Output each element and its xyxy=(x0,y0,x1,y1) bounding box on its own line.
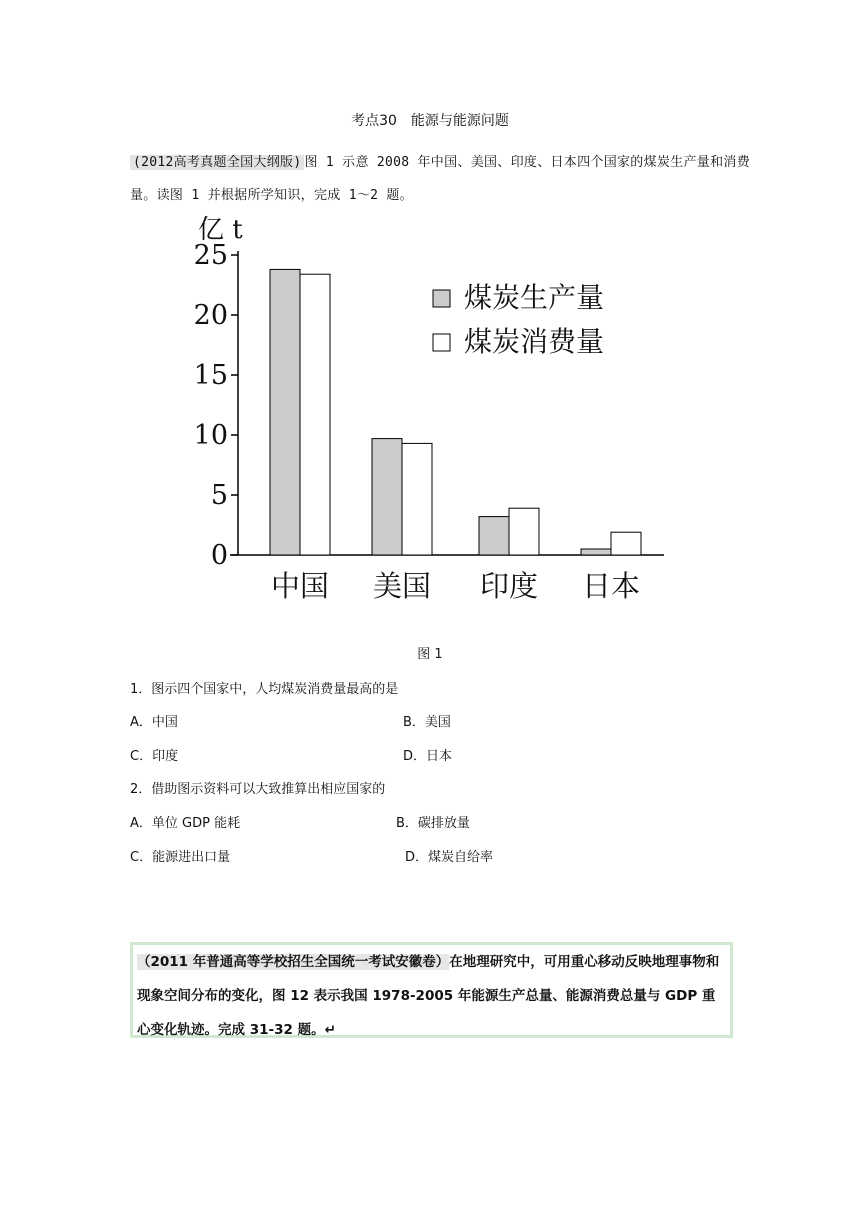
question-2-option-c[interactable]: C．能源进出口量 xyxy=(130,850,231,865)
question-1-option-d[interactable]: D．日本 xyxy=(403,749,453,764)
legend-swatch xyxy=(433,334,450,351)
next-section-source: （2011 年普通高等学校招生全国统一考试安徽卷） xyxy=(137,954,450,970)
question-2-stem: 2．借助图示资料可以大致推算出相应国家的 xyxy=(130,782,386,797)
y-tick-label: 15 xyxy=(193,360,228,391)
bar-production xyxy=(372,439,402,555)
y-tick-label: 0 xyxy=(210,540,228,571)
bar-production xyxy=(270,269,300,555)
bar-consumption xyxy=(611,532,641,555)
bar-consumption xyxy=(402,443,432,555)
y-tick-label: 5 xyxy=(210,480,228,511)
question-2-option-a[interactable]: A．单位 GDP 能耗 xyxy=(130,816,241,831)
figure-caption: 图 1 xyxy=(417,647,443,662)
question-1-stem: 1．图示四个国家中，人均煤炭消费量最高的是 xyxy=(130,682,399,697)
x-tick-label: 印度 xyxy=(479,569,539,603)
next-section-text: 在地理研究中，可用重心移动反映地理事物和现象空间分布的变化，图 12 表示我国 1978-2005 年能源生产总量、能源消费总量与 GDP 重心变化轨迹。完成 31-32 题。↵ xyxy=(137,954,720,1038)
y-tick-label: 20 xyxy=(193,300,228,331)
bar-consumption xyxy=(509,508,539,555)
y-tick-label: 10 xyxy=(193,420,228,451)
intro-paragraph xyxy=(130,146,750,212)
bar-production xyxy=(581,549,611,555)
legend-label: 煤炭消费量 xyxy=(464,325,605,358)
x-tick-label: 美国 xyxy=(372,569,432,603)
question-1-option-a[interactable]: A．中国 xyxy=(130,715,178,730)
question-1-option-c[interactable]: C．印度 xyxy=(130,749,179,764)
y-tick-label: 25 xyxy=(193,240,228,271)
page-title: 考点30 能源与能源问题 xyxy=(351,113,509,129)
legend-label: 煤炭生产量 xyxy=(464,281,605,314)
bar-production xyxy=(479,517,509,555)
question-2-option-d[interactable]: D．煤炭自给率 xyxy=(405,850,494,865)
coal-chart xyxy=(190,208,680,608)
next-section-box xyxy=(130,942,733,1038)
question-1-option-b[interactable]: B．美国 xyxy=(403,715,451,730)
y-axis-label: 亿 t xyxy=(198,215,243,245)
x-tick-label: 日本 xyxy=(581,569,641,603)
intro-source: (2012高考真题全国大纲版) xyxy=(130,155,304,170)
legend-swatch xyxy=(433,290,450,307)
x-tick-label: 中国 xyxy=(270,569,330,603)
question-2-option-b[interactable]: B．碳排放量 xyxy=(396,816,470,831)
bar-consumption xyxy=(300,274,330,555)
intro-text: 图 1 示意 2008 年中国、美国、印度、日本四个国家的煤炭生产量和消费量。读图 1 并根据所学知识，完成 1～2 题。 xyxy=(130,155,751,203)
